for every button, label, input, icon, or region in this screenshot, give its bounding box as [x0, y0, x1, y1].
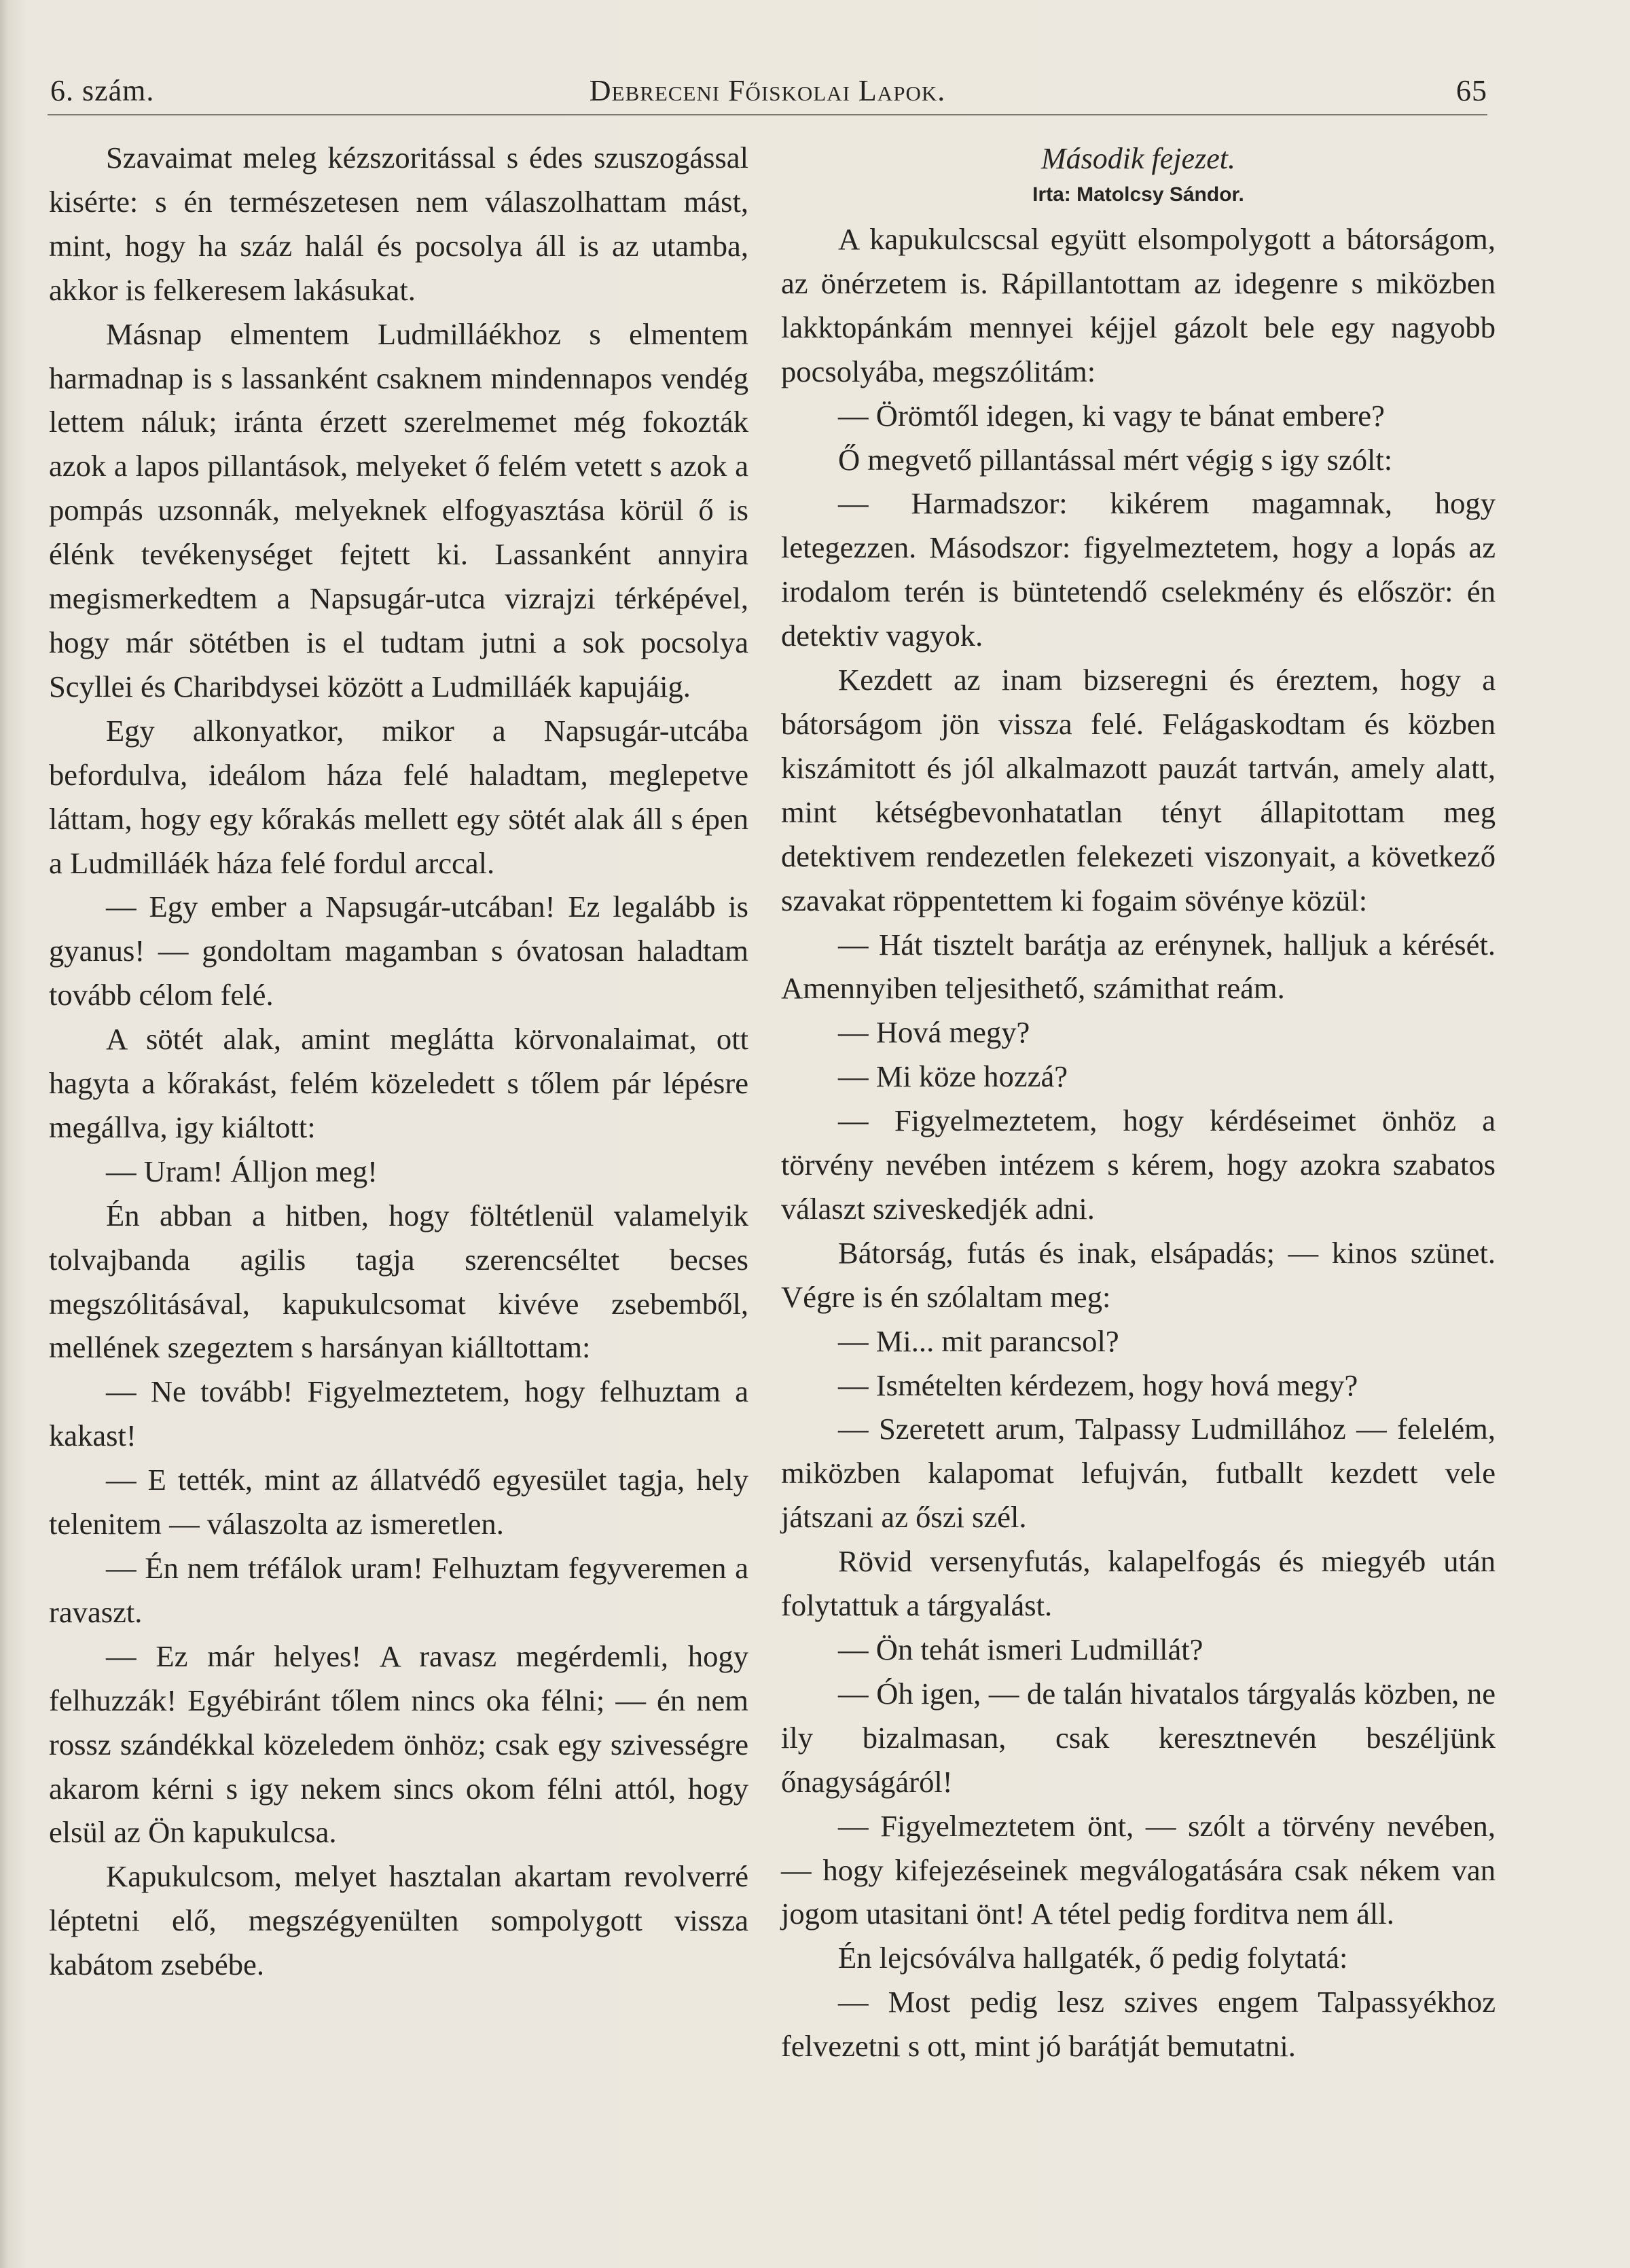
paragraph: — Mi köze hozzá? — [838, 1059, 1068, 1094]
paragraph: — Ismételten kérdezem, hogy hová megy? — [838, 1368, 1358, 1402]
page-number: 65 — [1456, 74, 1487, 107]
paragraph: — Én nem tréfálok uram! Felhuztam fegyveremen a ravaszt. — [49, 1551, 748, 1629]
paragraph: — Hát tisztelt barátja az erénynek, halljuk a kérését. Amennyiben teljesithető, számithat reám. — [781, 927, 1496, 1006]
paragraph: — Hová megy? — [838, 1015, 1030, 1050]
paragraph: — Figyelmeztetem, hogy kérdéseimet önhöz a törvény nevében intézem s kérem, hogy azokra szabatos választ sziveskedjék adni. — [781, 1103, 1496, 1226]
paragraph: — E tették, mint az állatvédő egyesület tagja, hely telenitem — válaszolta az ismeretlen. — [49, 1463, 748, 1541]
running-header — [48, 73, 1487, 115]
paragraph: A kapukulcscsal együtt elsompolygott a bátorságom, az önérzetem is. Rápillantottam az idegenre s miközben lakktopánkám mennyei kéjjel gázolt bele egy nagyobb pocsolyába, megszólitám: — [781, 222, 1496, 388]
paragraph: Másnap elmentem Ludmilláékhoz s elmentem harmadnap is s lassanként csaknem mindennapos vendég lettem náluk; iránta érzett szerelmemet még fokozták azok a lapos pillantások, melyeket ő felém vetett s azok a pompás uzsonnák, melyeknek elfogyasztása körül ő is élénk tevékenységet fejtett ki. Lassanként annyira megismerkedtem a Napsugár-utca vizrajzi térképével, hogy már sötétben is el tudtam jutni a sok pocsolya Scyllei és Charibdysei között a Ludmilláék kapujáig. — [49, 316, 748, 703]
paragraph: — Harmadszor: kikérem magamnak, hogy letegezzen. Másodszor: figyelmeztetem, hogy a lopás az irodalom terén is büntetendő cselekmény és először: én detektiv vagyok. — [781, 486, 1496, 653]
paragraph: Én lejcsóválva hallgaték, ő pedig folytatá: — [838, 1941, 1348, 1975]
paragraph: — Örömtől idegen, ki vagy te bánat embere? — [838, 398, 1385, 433]
paragraph: Kezdett az inam bizseregni és éreztem, hogy a bátorságom jön vissza felé. Felágaskodtam és közben kiszámitott és jól alkalmazott pauzát tartván, amely alatt, mint kétségbevonhatatlan tényt állapitottam meg detektivem rendezetlen felekezeti viszonyait, a következő szavakat röppentettem ki fogaim sövénye közül: — [781, 663, 1496, 917]
paragraph: — Ne tovább! Figyelmeztetem, hogy felhuztam a kakast! — [49, 1374, 748, 1453]
paragraph: Bátorság, futás és inak, elsápadás; — kinos szünet. Végre is én szólaltam meg: — [781, 1235, 1496, 1314]
issue-number: 6. szám. — [50, 74, 155, 107]
paragraph: Ő megvető pillantással mért végig s igy szólt: — [838, 442, 1393, 477]
paragraph: — Figyelmeztetem önt, — szólt a törvény nevében, — hogy kifejezéseinek megválogatására csak nékem van jogom utasitani önt! A tétel pedig forditva nem áll. — [781, 1808, 1496, 1931]
paragraph: — Egy ember a Napsugár-utcában! Ez legalább is gyanus! — gondoltam magamban s óvatosan haladtam tovább célom felé. — [49, 890, 748, 1012]
paragraph: Rövid versenyfutás, kalapelfogás és miegyéb után folytattuk a tárgyalást. — [781, 1544, 1496, 1623]
paragraph: Egy alkonyatkor, mikor a Napsugár-utcába befordulva, ideálom háza felé haladtam, meglepetve láttam, hogy egy kőrakás mellett egy sötét alak áll s épen a Ludmilláék háza felé fordul arccal. — [49, 713, 748, 880]
journal-title: Debreceni Főiskolai Lapok. — [589, 74, 946, 107]
paragraph: — Most pedig lesz szives engem Talpassyékhoz felvezetni s ott, mint jó barátját bemutatni. — [781, 1985, 1496, 2064]
author-byline: Irta: Matolcsy Sándor. — [1032, 183, 1244, 206]
chapter-title: Második fejezet. — [1041, 142, 1235, 175]
paragraph: — Óh igen, — de talán hivatalos tárgyalás közben, ne ily bizalmasan, csak keresztnevén beszéljünk őnagyságáról! — [781, 1676, 1496, 1799]
paragraph: A sötét alak, amint meglátta körvonalaimat, ott hagyta a kőrakást, felém közeledett s tőlem pár lépésre megállva, igy kiáltott: — [49, 1022, 748, 1144]
paragraph: Szavaimat meleg kézszoritással s édes szuszogással kisérte: s én természetesen nem válaszolhattam mást, mint, hogy ha száz halál és pocsolya áll is az utamba, akkor is felkeresem lakásukat. — [49, 141, 748, 307]
paragraph: — Ön tehát ismeri Ludmillát? — [838, 1632, 1203, 1666]
paragraph: — Uram! Álljon meg! — [106, 1154, 378, 1188]
right-column — [781, 136, 1496, 2068]
paragraph: — Mi... mit parancsol? — [838, 1323, 1119, 1358]
paragraph: Én abban a hitben, hogy föltétlenül valamelyik tolvajbanda agilis tagja szerencséltet becses megszólitásával, kapukulcsomat kivéve zsebemből, mellének szegeztem s harsányan kiálltottam: — [49, 1198, 748, 1365]
paragraph: — Szeretett arum, Talpassy Ludmillához — felelém, miközben kalapomat lefujván, futballt kezdett vele játszani az őszi szél. — [781, 1412, 1496, 1535]
left-column — [49, 136, 748, 1987]
paragraph: — Ez már helyes! A ravasz megérdemli, hogy felhuzzák! Egyébiránt tőlem nincs oka félni; — én nem rossz szándékkal közeledem önhöz; csak egy szivességre akarom kérni s igy nekem sincs okom félni attól, hogy elsül az Ön kapukulcsa. — [49, 1639, 748, 1850]
paragraph: Kapukulcsom, melyet hasztalan akartam revolverré léptetni elő, megszégyenülten sompolygott vissza kabátom zsebébe. — [49, 1859, 748, 1982]
